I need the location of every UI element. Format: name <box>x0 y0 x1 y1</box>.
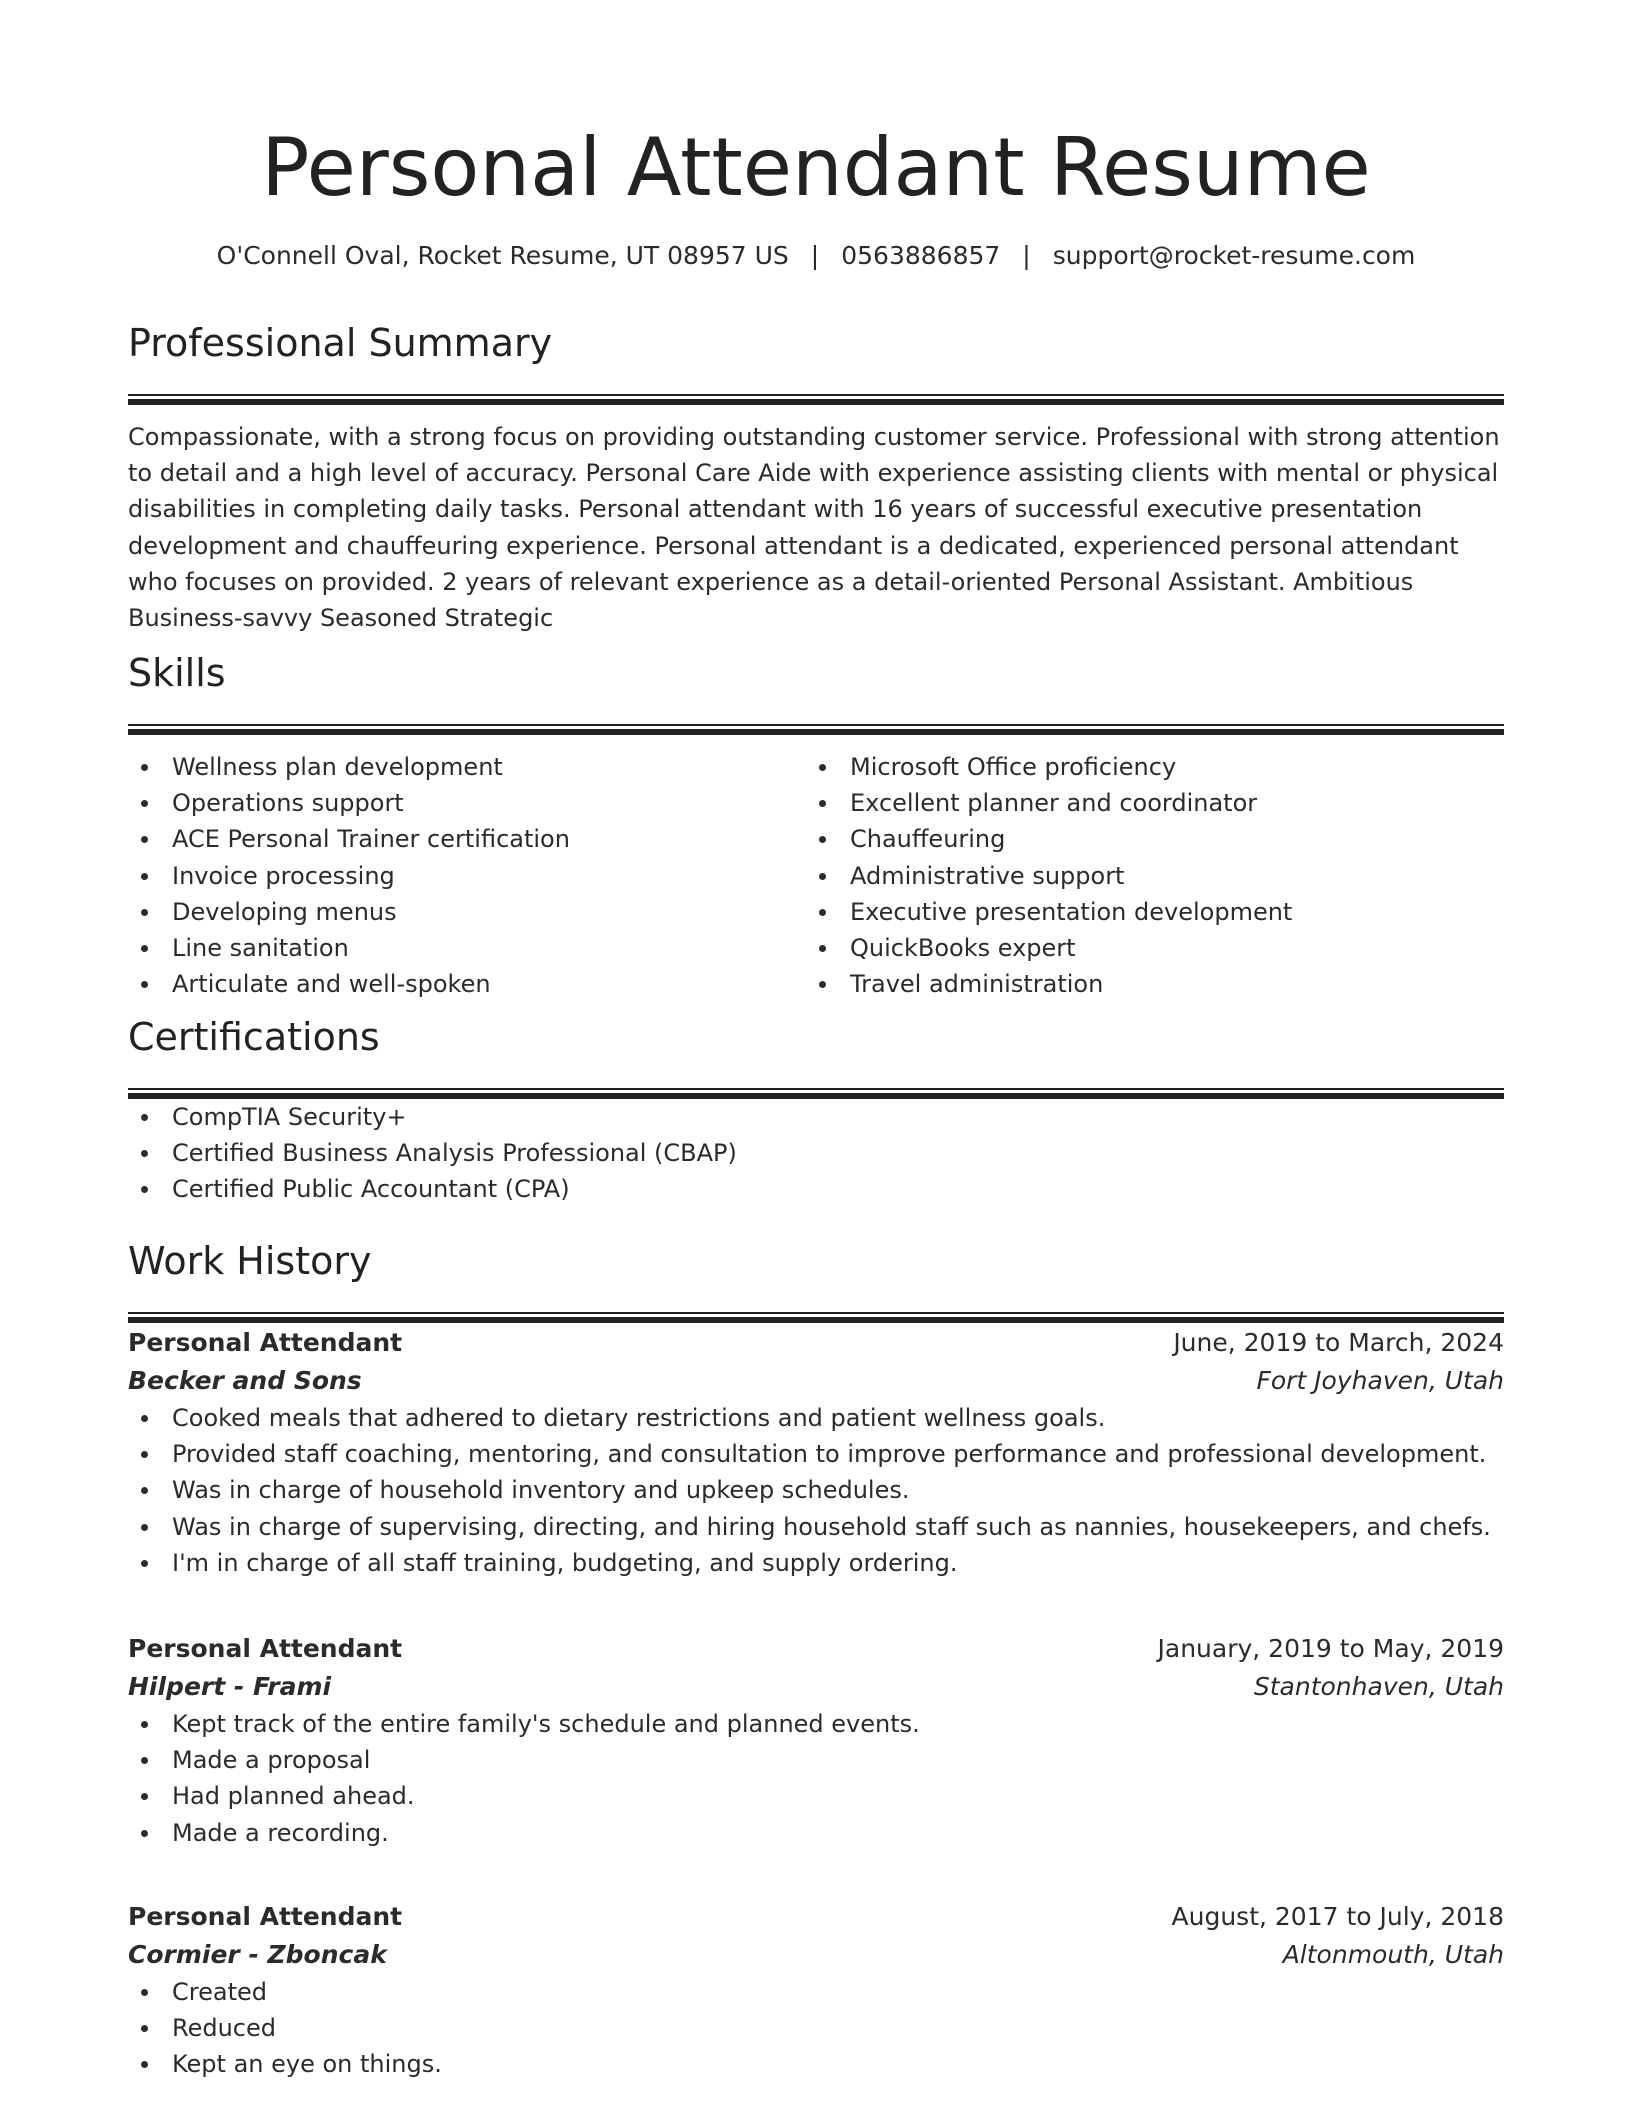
skill-label: Line sanitation <box>172 934 349 963</box>
job-duty <box>128 1974 1504 2010</box>
job-duty-text: Reduced <box>172 2014 277 2043</box>
certification-item <box>128 1099 1504 1135</box>
certifications-list <box>128 1099 1504 1208</box>
job-location: Stantonhaven, Utah <box>1253 1672 1504 1701</box>
bullet-icon <box>141 836 148 843</box>
job-header-row <box>128 1898 1504 1936</box>
job-duty-text: I'm in charge of all staff training, budgeting, and supply ordering. <box>172 1548 958 1577</box>
job-title: Personal Attendant <box>128 1634 403 1663</box>
skills-grid <box>128 749 1504 1002</box>
summary-heading: Professional Summary <box>128 321 553 365</box>
job-duty-text: Was in charge of household inventory and upkeep schedules. <box>172 1476 910 1505</box>
bullet-icon <box>141 1989 148 1996</box>
bullet-icon <box>141 1150 148 1157</box>
job-duties-list <box>128 1400 1504 1581</box>
bullet-icon <box>141 1451 148 1458</box>
contact-line <box>128 238 1504 274</box>
bullet-icon <box>819 800 826 807</box>
job-duty <box>128 1742 1504 1778</box>
bullet-icon <box>141 800 148 807</box>
job-duties-list <box>128 1974 1504 2083</box>
bullet-icon <box>141 1186 148 1193</box>
job-duty-text: Kept an eye on things. <box>172 2050 442 2079</box>
contact-separator: | <box>1022 241 1031 270</box>
skill-label: Chauffeuring <box>850 825 1006 854</box>
skill-label: Wellness plan development <box>172 753 503 781</box>
job-duty-text: Was in charge of supervising, directing, and hiring household staff such as nannies, housekeepers, and chefs. <box>172 1512 1491 1541</box>
skill-item <box>128 858 806 894</box>
skill-label: Executive presentation development <box>850 897 1293 926</box>
skills-heading: Skills <box>128 651 226 695</box>
job-title: Personal Attendant <box>128 1902 403 1931</box>
section-divider <box>128 724 1504 735</box>
job-duty-text: Had planned ahead. <box>172 1782 415 1811</box>
bullet-icon <box>819 945 826 952</box>
job-company-row <box>128 1668 1504 1706</box>
job-entry <box>128 1324 1504 1581</box>
job-entry <box>128 1898 1504 2083</box>
bullet-icon <box>141 2061 148 2068</box>
skill-item <box>806 821 1484 857</box>
bullet-icon <box>141 873 148 880</box>
job-duty-text: Cooked meals that adhered to dietary restrictions and patient wellness goals. <box>172 1404 1106 1432</box>
skills-left-list <box>128 749 806 1002</box>
skill-item <box>128 749 806 785</box>
job-dates: August, 2017 to July, 2018 <box>1171 1902 1504 1931</box>
bullet-icon <box>141 764 148 771</box>
job-duty <box>128 1815 1504 1851</box>
skill-item <box>806 749 1484 785</box>
bullet-icon <box>141 1830 148 1837</box>
job-company: Cormier - Zboncak <box>128 1940 387 1969</box>
skill-label: Travel administration <box>850 970 1104 999</box>
bullet-icon <box>141 1524 148 1531</box>
job-entry <box>128 1630 1504 1851</box>
bullet-icon <box>141 1114 148 1121</box>
job-duty-text: Provided staff coaching, mentoring, and consultation to improve performance and professional development. <box>172 1440 1487 1469</box>
skill-item <box>128 821 806 857</box>
skill-item <box>806 966 1484 1002</box>
work-history-heading: Work History <box>128 1239 372 1283</box>
bullet-icon <box>141 945 148 952</box>
job-dates: January, 2019 to May, 2019 <box>1157 1634 1504 1663</box>
certifications-section <box>128 1012 1504 1208</box>
job-duty <box>128 1778 1504 1814</box>
job-duties-list <box>128 1706 1504 1851</box>
job-company-row <box>128 1362 1504 1400</box>
skill-item <box>806 894 1484 930</box>
bullet-icon <box>819 981 826 988</box>
job-location: Altonmouth, Utah <box>1282 1940 1504 1969</box>
job-duty <box>128 1509 1504 1545</box>
section-divider <box>128 394 1504 405</box>
job-dates: June, 2019 to March, 2024 <box>1173 1328 1504 1357</box>
job-header-row <box>128 1324 1504 1362</box>
certification-item <box>128 1135 1504 1171</box>
skill-item <box>806 785 1484 821</box>
skill-item <box>806 858 1484 894</box>
job-duty <box>128 2010 1504 2046</box>
summary-section <box>128 318 1504 636</box>
contact-phone: 0563886857 <box>841 241 1001 270</box>
section-divider <box>128 1312 1504 1323</box>
bullet-icon <box>141 1487 148 1494</box>
skill-label: Invoice processing <box>172 861 395 890</box>
bullet-icon <box>141 1757 148 1764</box>
skill-label: Articulate and well-spoken <box>172 970 491 999</box>
job-title: Personal Attendant <box>128 1328 403 1357</box>
contact-address: O'Connell Oval, Rocket Resume, UT 08957 US <box>216 241 789 270</box>
skill-item <box>128 894 806 930</box>
skill-label: Excellent planner and coordinator <box>850 789 1258 818</box>
skills-right-list <box>806 749 1484 1002</box>
bullet-icon <box>141 1560 148 1567</box>
bullet-icon <box>141 1415 148 1422</box>
job-duty-text: Created <box>172 1978 267 2006</box>
skill-item <box>806 930 1484 966</box>
job-duty <box>128 1545 1504 1581</box>
job-duty <box>128 1400 1504 1436</box>
certification-item <box>128 1171 1504 1207</box>
job-header-row <box>128 1630 1504 1668</box>
job-duty-text: Made a recording. <box>172 1818 389 1847</box>
contact-email: support@rocket-resume.com <box>1052 241 1416 270</box>
job-company-row <box>128 1936 1504 1974</box>
certification-label: CompTIA Security+ <box>172 1103 407 1131</box>
certification-label: Certified Business Analysis Professional (CBAP) <box>172 1139 737 1168</box>
skill-label: Operations support <box>172 789 404 818</box>
certification-label: Certified Public Accountant (CPA) <box>172 1175 570 1204</box>
skill-label: Microsoft Office proficiency <box>850 753 1177 781</box>
skill-label: Administrative support <box>850 861 1125 890</box>
job-duty <box>128 1436 1504 1472</box>
skill-label: ACE Personal Trainer certification <box>172 825 570 854</box>
job-duty <box>128 2046 1504 2082</box>
bullet-icon <box>141 909 148 916</box>
resume-title: Personal Attendant Resume <box>261 121 1371 214</box>
bullet-icon <box>141 981 148 988</box>
bullet-icon <box>819 764 826 771</box>
bullet-icon <box>819 836 826 843</box>
summary-text: Compassionate, with a strong focus on providing outstanding customer service. Professional with strong attention to detail and a high level of accuracy. Personal Care Aide with experience assisting clients with mental or physical disabilities in completing daily tasks. Personal attendant with 16 years of successful executive presentation development and chauffeuring experience. Personal attendant is a dedicated, experienced personal attendant who focuses on provided. 2 years of relevant experience as a detail-oriented Personal Assistant. Ambitious Business-savvy Seasoned Strategic <box>128 423 1500 633</box>
job-duty <box>128 1706 1504 1742</box>
work-history-section <box>128 1236 1504 1323</box>
job-company: Hilpert - Frami <box>128 1672 332 1701</box>
skill-item <box>128 966 806 1002</box>
bullet-icon <box>819 909 826 916</box>
job-duty-text: Kept track of the entire family's schedule and planned events. <box>172 1710 920 1738</box>
section-divider <box>128 1088 1504 1099</box>
contact-separator: | <box>810 241 820 270</box>
job-company: Becker and Sons <box>128 1366 362 1395</box>
bullet-icon <box>141 1721 148 1728</box>
bullet-icon <box>819 873 826 880</box>
job-duty <box>128 1472 1504 1508</box>
job-location: Fort Joyhaven, Utah <box>1256 1366 1504 1395</box>
job-duty-text: Made a proposal <box>172 1746 371 1775</box>
skill-item <box>128 930 806 966</box>
certifications-heading: Certifications <box>128 1015 380 1059</box>
bullet-icon <box>141 2025 148 2032</box>
skill-item <box>128 785 806 821</box>
bullet-icon <box>141 1793 148 1800</box>
skills-section <box>128 648 1504 1002</box>
skill-label: QuickBooks expert <box>850 934 1076 963</box>
skill-label: Developing menus <box>172 897 397 926</box>
